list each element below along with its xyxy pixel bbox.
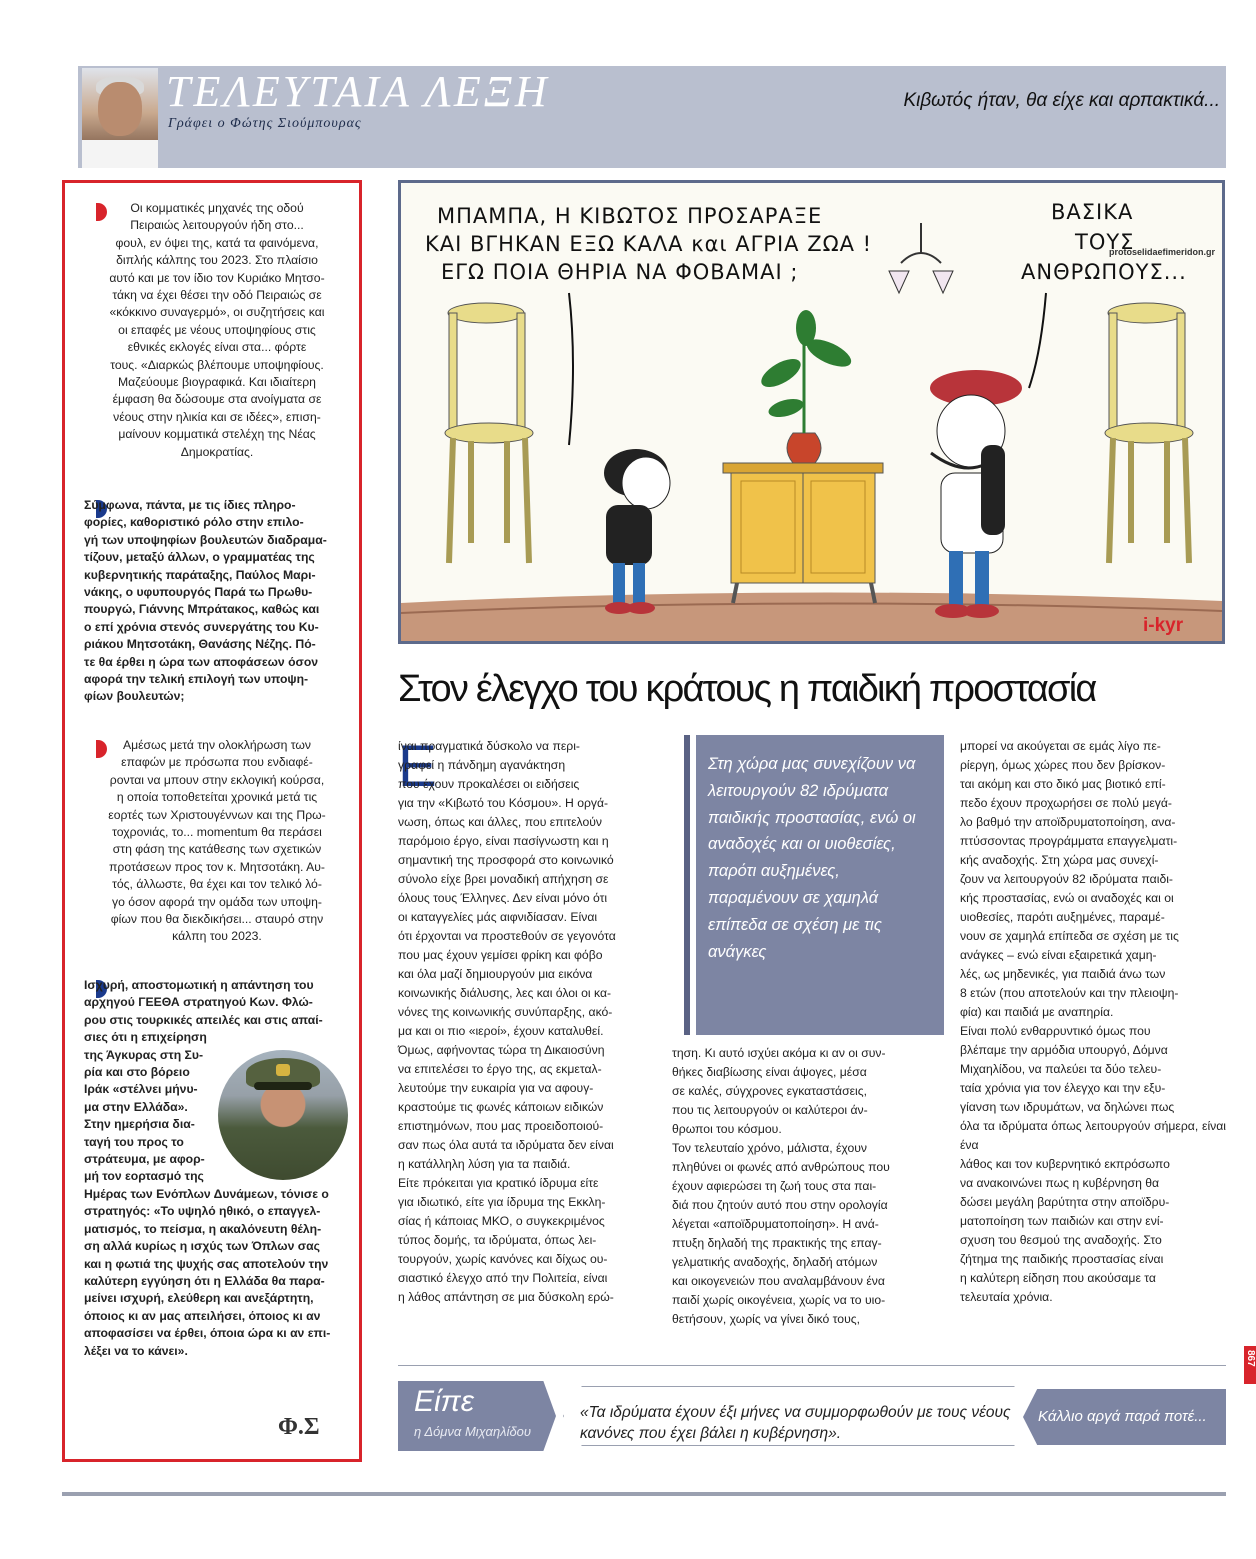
sidebar-paragraph-3-line: κάλπη του 2023. xyxy=(172,929,262,944)
article-column-3-line: ματοποίηση των παιδιών και στην ενί- xyxy=(960,1214,1164,1228)
article-column-2-line: διά που ζητούν αυτό που στην ορολογία xyxy=(672,1198,888,1212)
article-column-3-line: λές, ως μηδενικές, για παιδιά άνω των xyxy=(960,967,1166,981)
article-column-2-line: Τον τελευταίο χρόνο, μάλιστα, έχουν xyxy=(672,1141,868,1155)
article-column-3-line: όλα τα ιδρύματα όπως λειτουργούν σήμερα, είναι ένα xyxy=(960,1119,1226,1152)
speech-right-line-2: ΤΟΥΣ xyxy=(1075,230,1135,254)
article-column-2-line: γελματικής αναδοχής, δηλαδή ατόμων xyxy=(672,1255,878,1269)
article-column-1-line: σίας ή κάποιας ΜΚΟ, ο συγκεκριμένος xyxy=(398,1214,605,1228)
article-column-2-line: λέγεται «αποϊδρυματοποίηση». Η ανά- xyxy=(672,1217,879,1231)
sidebar-paragraph-2 xyxy=(84,497,350,706)
article-column-3-line: ταία χρόνια για τον έλεγχο και την εξυ- xyxy=(960,1081,1166,1095)
cartoon-panel xyxy=(398,180,1225,644)
sidebar-paragraph-3-line: ρονται να μπουν στην εκλογική κούρσα, xyxy=(109,772,325,787)
article-column-3-line: τελευταία χρόνια. xyxy=(960,1290,1053,1304)
sidebar-paragraph-1-line: οι επαφές με νέους υποψηφίους στις xyxy=(118,322,316,337)
sidebar-paragraph-1-line: νέους στην ηλικία και σε ιδέες», επιση- xyxy=(113,409,321,424)
article-column-3-line: λο βαθμό την αποϊδρυματοποίηση, ανα- xyxy=(960,815,1176,829)
article-column-1-line: οι καταγγελίες μάς αιφνιδίασαν. Είναι xyxy=(398,910,598,924)
article-column-1-line: σιαστικό έλεγχο από την Πολιτεία, είναι xyxy=(398,1271,608,1285)
speech-left-line-1: ΜΠΑΜΠΑ, Η ΚΙΒΩΤΟΣ ΠΡΟΣΑΡΑΞΕ xyxy=(437,204,823,228)
sidebar-paragraph-1-line: μαίνουν κομματικά στελέχη της Νέας xyxy=(118,427,316,442)
article-column-2-line: που τις λειτουργούν οι καλύτεροι άν- xyxy=(672,1103,868,1117)
article-column-2-line: και οικογενειών που αναλαμβάνουν ένα xyxy=(672,1274,885,1288)
article-column-1-line: σημαντική της προσφορά στο κοινωνικό xyxy=(398,853,614,867)
watermark: protoselidaefimeridon.gr xyxy=(1109,247,1216,257)
floor xyxy=(401,592,1222,641)
sidebar-paragraph-1-line: τους. «Διαρκώς βλέπουμε υποψηφίους. xyxy=(110,357,324,372)
sidebar-paragraph-2-line: γή των υποψηφίων βουλευτών διαδραμα- xyxy=(84,532,327,547)
sidebar-paragraph-1-line: Οι κομματικές μηχανές της οδού xyxy=(130,201,304,215)
article-column-1-line: επιστημόνων, που μας προειδοποιού- xyxy=(398,1119,604,1133)
article-column-1-line: ίναι πραγματικά δύσκολο να περι- xyxy=(398,739,580,753)
article-column-3-line: ρίεργη, όμως χώρες που δεν βρίσκον- xyxy=(960,758,1166,772)
sidebar-paragraph-2-line: τε θα έρθει η ώρα των αποφάσεων όσον xyxy=(84,654,319,669)
article-column-2-line: πτυξη δηλαδή της πρακτικής της επαγ- xyxy=(672,1236,882,1250)
bottom-rule xyxy=(62,1492,1226,1496)
sidebar-paragraph-2-line: κυβερνητικής παράταξης, Παύλος Μαρι- xyxy=(84,567,316,582)
article-column-3-line: φία) και παιδιά με αναπηρία. xyxy=(960,1005,1114,1019)
article-column-2-line: τηση. Κι αυτό ισχύει ακόμα κι αν οι συν- xyxy=(672,1046,886,1060)
article-column-1-line: νόνες της κοινωνικής συνύπαρξης, ακό- xyxy=(398,1005,613,1019)
sidebar-paragraph-3-line: τός, άλλωστε, θα έχει και τον τελικό λό- xyxy=(112,877,322,892)
sidebar-paragraph-4-line: αρχηγού ΓΕΕΘΑ στρατηγού Κων. Φλώ- xyxy=(84,995,313,1010)
article-column-1 xyxy=(398,734,662,1307)
sidebar-paragraph-4-line: στρατηγός: «Το υψηλό ηθικό, ο επαγγελ- xyxy=(84,1204,321,1219)
sidebar-paragraph-4-line: ση αλλά κυρίως η ισχύς των Όπλων σας xyxy=(84,1239,320,1254)
sidebar-paragraph-3-line: φίων που θα διεκδικήσει... σταυρό στην xyxy=(110,912,324,927)
sidebar-paragraph-4-line: καλύτερη εγγύηση ότι η Ελλάδα θα παρα- xyxy=(84,1273,325,1288)
sidebar-paragraph-3-line: γο όσον αφορά την ομάδα των υποψη- xyxy=(112,894,322,909)
sidebar-paragraph-1 xyxy=(86,200,348,461)
sidebar-paragraph-1-line: φουλ, εν όψει της, κατά τα φαινόμενα, xyxy=(115,235,319,250)
sidebar-paragraph-1-line: «κόκκινο συναγερμό», οι συζητήσεις και xyxy=(109,305,325,320)
byline: Γράφει ο Φώτης Σιούμπουρας xyxy=(168,116,362,131)
article-column-3-line: κής προστασίας, ενώ οι αναδοχές και οι xyxy=(960,891,1174,905)
article-column-3-line: μπορεί να ακούγεται σε εμάς λίγο πε- xyxy=(960,739,1161,753)
sidebar-paragraph-3-line: επαφών με πρόσωπα που ενδιαφέ- xyxy=(121,755,313,770)
pullquote-box xyxy=(696,735,944,1035)
sidebar-paragraph-3-line: η οποία τοποθετείται χρονικά μετά τις xyxy=(116,790,318,805)
article-column-3-line: η καλύτερη είδηση που ακούσαμε τα xyxy=(960,1271,1156,1285)
author-photo xyxy=(82,68,158,168)
column-title: ΤΕΛΕΥΤΑΙΑ ΛΕΞΗ xyxy=(166,67,550,116)
article-column-1-line: να επιτελέσει το έργο της, ας εκμεταλ- xyxy=(398,1062,602,1076)
article-column-1-line: κοινωνικής διάλυσης, λες και όλοι οι κα- xyxy=(398,986,612,1000)
sidebar-paragraph-2-line: ο επί χρόνια στενός συνεργάτης του Κυ- xyxy=(84,619,319,634)
header-tagline: Κιβωτός ήταν, θα είχε και αρπακτικά... xyxy=(903,90,1220,111)
speech-right-line-3: ΑΝΘΡΩΠΟΥΣ... xyxy=(1021,260,1187,284)
article-column-3-line: να ανακοινώνει πως η κυβέρνηση θα xyxy=(960,1176,1160,1190)
comment-text: Κάλλιο αργά παρά ποτέ... xyxy=(1038,1408,1207,1425)
speech-left-line-3: ΕΓΩ ΠΟΙΑ ΘΗΡΙΑ ΝΑ ΦΟΒΑΜΑΙ ; xyxy=(441,260,799,284)
sidebar-paragraph-1-line: εθνικές εκλογές είναι στα... φόρτε xyxy=(127,340,307,355)
general-portrait-photo xyxy=(218,1050,348,1180)
sidebar-paragraph-4-line: ρία και στο βόρειο xyxy=(84,1065,190,1080)
article-column-1-line: Όμως, αφήνοντας τώρα τη Δικαιοσύνη xyxy=(398,1043,605,1057)
sidebar-paragraph-1-line: έμφαση θα δώσουμε στα ανοίγματα σε xyxy=(112,392,322,407)
sidebar-paragraph-3 xyxy=(86,737,348,946)
sidebar-paragraph-1-line: Μαζεύουμε βιογραφικά. Και ιδιαίτερη xyxy=(118,375,316,390)
sidebar-paragraph-4-line: ταγή του προς το xyxy=(84,1134,184,1149)
sidebar-paragraph-4-line: λέξει να το κάνει». xyxy=(84,1343,188,1358)
article-column-3-line: πτύσσοντας προγράμματα επαγγελματι- xyxy=(960,834,1178,848)
quote-speaker: η Δόμνα Μιχαηλίδου xyxy=(414,1424,532,1439)
article-column-1-line: μα και οι πιο «ιεροί», έχουν καταλυθεί. xyxy=(398,1024,604,1038)
sidebar-paragraph-4-line: και η φωτιά της ψυχής σας αποτελούν την xyxy=(84,1256,329,1271)
sidebar-paragraph-1-line: διπλής κάλπης του 2023. Στο πλαίσιο xyxy=(116,253,318,268)
cabinet xyxy=(723,463,883,603)
article-column-2-line: θετήσουν, χωρίς να γίνει δικό τους, xyxy=(672,1312,861,1326)
sidebar-paragraph-4-line: ματισμός, το πείσμα, η ακαλόνευτη θέλη- xyxy=(84,1221,322,1236)
sidebar-paragraph-4-line: Ημέρας των Ενόπλων Δυνάμεων, τόνισε ο xyxy=(84,1186,329,1201)
vase xyxy=(787,433,821,463)
sidebar-paragraph-4-line: μή τον εορτασμό της xyxy=(84,1169,204,1184)
drop-cap: Ε xyxy=(398,734,437,799)
article-column-2 xyxy=(672,1044,944,1329)
article-column-2-line: θρωποι του κόσμου. xyxy=(672,1122,782,1136)
sidebar-paragraph-4-line: στράτευμα, με αφορ- xyxy=(84,1152,205,1167)
article-column-3-line: κής αναδοχής. Στη χώρα μας συνεχί- xyxy=(960,853,1159,867)
article-column-3-line: γίανση των ιδρυμάτων, να δηλώνει πως xyxy=(960,1100,1175,1114)
article-column-3-line: ται ακόμη και στο δικό μας βιοτικό επί- xyxy=(960,777,1166,791)
article-column-3-line: ζήτημα της παιδικής προστασίας είναι xyxy=(960,1252,1164,1266)
quote-label: Είπε xyxy=(414,1385,474,1418)
sidebar-paragraph-1-line: Δημοκρατίας. xyxy=(180,444,254,459)
sidebar-paragraph-2-line: τίζουν, μεταξύ άλλων, ο γραμματέας της xyxy=(84,550,315,565)
sidebar-paragraph-4-line: της Άγκυρας στη Συ- xyxy=(84,1047,203,1062)
article-column-1-line: Είτε πρόκειται για κρατικό ίδρυμα είτε xyxy=(398,1176,599,1190)
sidebar-paragraph-2-line: ριάκου Μητσοτάκη, Θανάσης Νέζης. Πό- xyxy=(84,637,316,652)
sidebar-paragraph-4-line: Ιράκ «στέλνει μήνυ- xyxy=(84,1082,198,1097)
article-column-2-line: θήκες διαβίωσης είναι άψογες, μέσα xyxy=(672,1065,867,1079)
sidebar-paragraph-4-line: ρου στις τουρκικές απειλές και στις απαί- xyxy=(84,1012,323,1027)
sidebar-paragraph-1-line: αυτό και με τον ίδιο τον Κυριάκο Μητσο- xyxy=(109,270,325,285)
sidebar-paragraph-3-line: προτάσεων προς τον κ. Μητσοτάκη. Αυ- xyxy=(109,859,325,874)
sidebar-paragraph-1-line: τάκη να έχει θέσει την οδό Πειραιώς σε xyxy=(112,288,322,303)
article-column-1-line: για την «Κιβωτό του Κόσμου». Η οργά- xyxy=(398,796,609,810)
page-number: 867 xyxy=(1245,1350,1256,1367)
sidebar-paragraph-4-line: Στην ημερήσια δια- xyxy=(84,1117,195,1132)
cartoon-signature: i-kyr xyxy=(1143,615,1184,636)
article-column-1-line: για ιδιωτικό, είτε για ίδρυμα της Εκκλη- xyxy=(398,1195,606,1209)
article-column-1-line: όλους τους Έλληνες. Δεν είναι μόνο ότι xyxy=(398,891,608,905)
article-headline: Στον έλεγχο του κράτους η παιδική προστασία xyxy=(398,668,1096,710)
article-column-1-line: η λάθος απάντηση σε μια δύσκολη ερώ- xyxy=(398,1290,614,1304)
article-column-3-line: σχυση του θεσμού της αναδοχής. Στο xyxy=(960,1233,1162,1247)
sidebar-paragraph-3-line: Αμέσως μετά την ολοκλήρωση των xyxy=(122,738,312,752)
article-column-2-line: πληθύνει οι φωνές από ανθρώπους που xyxy=(672,1160,890,1174)
speech-left-line-2: ΚΑΙ ΒΓΗΚΑΝ ΕΞΩ ΚΑΛΑ και ΑΓΡΙΑ ΖΩΑ ! xyxy=(425,232,873,256)
article-column-3 xyxy=(960,737,1226,1307)
article-column-3-line: Είναι πολύ ενθαρρυντικό όμως που xyxy=(960,1024,1151,1038)
sidebar-paragraph-4-line: όποιος κι αν μας απειλήσει, όποιος κι αν xyxy=(84,1308,321,1323)
article-column-1-line: και όλα μαζί δημιουργούν μια εικόνα xyxy=(398,967,593,981)
sidebar-paragraph-3-line: τοχρονιάς, το... momentum θα περάσει xyxy=(112,825,322,840)
sidebar-paragraph-3-line: εορτές των Χριστουγέννων και της Πρω- xyxy=(108,807,326,822)
article-column-1-line: ότι έρχονται να προστεθούν σε γεγονότα xyxy=(398,929,616,943)
article-column-1-line: η κατάλληλη λύση για τα παιδιά. xyxy=(398,1157,571,1171)
sidebar-paragraph-2-line: φίων βουλευτών; xyxy=(84,689,185,704)
section-divider xyxy=(398,1365,1226,1366)
sidebar-paragraph-3-line: στη φάση της κατάθεσης των σχετικών xyxy=(112,842,322,857)
article-column-3-line: πεδο έχουν προχωρήσει σε πολύ μεγά- xyxy=(960,796,1172,810)
sidebar-paragraph-2-line: αφορά την τελική επιλογή των υποψη- xyxy=(84,672,309,687)
sidebar-paragraph-2-line: Σύμφωνα, πάντα, με τις ίδιες πληρο- xyxy=(84,498,296,512)
article-column-3-line: βλέπαμε την αρμόδια υπουργό, Δόμνα xyxy=(960,1043,1168,1057)
sidebar-paragraph-4-line: μείνει ισχυρή, ελεύθερη και ανεξάρτητη, xyxy=(84,1291,314,1306)
speech-right-line-1: ΒΑΣΙΚΑ xyxy=(1051,200,1134,224)
article-column-3-line: νουν σε χαμηλά επίπεδα σε σχέση με τις xyxy=(960,929,1179,943)
article-column-2-line: σε καλές, σύγχρονες εγκαταστάσεις, xyxy=(672,1084,868,1098)
article-column-1-line: σύνολο είχε βρει μοναδική απήχηση σε xyxy=(398,872,609,886)
article-column-3-line: λάθος και τον κυβερνητικό εκπρόσωπο xyxy=(960,1157,1170,1171)
article-column-2-line: έχουν αφιερώσει τη ζωή τους στα παι- xyxy=(672,1179,877,1193)
article-column-1-line: τουργούν, χωρίς κανόνες και δίχως ου- xyxy=(398,1252,608,1266)
article-column-1-line: γραφεί η πάνδημη αγανάκτηση xyxy=(398,758,566,772)
article-column-1-line: σαν πως όλα αυτά τα ιδρύματα δεν είναι xyxy=(398,1138,614,1152)
article-column-1-line: τύπος δομής, τα ιδρύματα, όπως λει- xyxy=(398,1233,597,1247)
article-column-2-line: παιδί χωρίς οικογένεια, χωρίς να το υιο- xyxy=(672,1293,886,1307)
sidebar-paragraph-4-line: αποφασίσει να έρθει, όποια ώρα κι αν επι- xyxy=(84,1326,331,1341)
pullquote-text: Στη χώρα μας συνεχίζουν να λειτουργούν 82 ιδρύματα παιδικής προστασίας, ενώ οι αναδοχές και οι υιοθεσίες, παρότι αυξημένες, παραμένουν σε χαμηλά επίπεδα σε σχέση με τις ανάγκες xyxy=(708,755,916,961)
sidebar-paragraph-4-line: μα στην Ελλάδα». xyxy=(84,1099,188,1114)
article-column-1-line: νωση, όπως και άλλες, που επιτελούν xyxy=(398,815,603,829)
article-column-1-line: παρόμοιο έργο, είναι πασίγνωστη και η xyxy=(398,834,609,848)
article-column-1-line: που μας έχουν γεμίσει φρίκη και φόβο xyxy=(398,948,603,962)
article-column-1-line: που έχουν προκαλέσει οι ειδήσεις xyxy=(398,777,580,791)
article-column-3-line: ζουν να λειτουργούν 82 ιδρύματα παιδι- xyxy=(960,872,1173,886)
sidebar-paragraph-4-line: Ισχυρή, αποστομωτική η απάντηση του xyxy=(84,978,314,992)
sidebar-signature: Φ.Σ xyxy=(278,1414,320,1440)
article-column-3-line: 8 ετών (που αποτελούν και την πλειοψη- xyxy=(960,986,1179,1000)
article-column-1-line: λευτούμε την ευκαιρία για να αφουγ- xyxy=(398,1081,594,1095)
article-column-3-line: υιοθεσίες, παρότι αυξημένες, παραμέ- xyxy=(960,910,1165,924)
article-column-3-line: ανάγκες – ενώ είναι εξαιρετικά χαμη- xyxy=(960,948,1157,962)
quote-text: «Τα ιδρύματα έχουν έξι μήνες να συμμορφωθούν με τους νέους κανόνες που έχει βάλει η κυβέρνηση». xyxy=(580,1404,1011,1442)
sidebar-paragraph-1-line: Πειραιώς λειτουργούν ήδη στο... xyxy=(130,218,304,233)
article-column-3-line: Μιχαηλίδου, να παλεύει τα δύο τελευ- xyxy=(960,1062,1162,1076)
sidebar-paragraph-2-line: νάκης, ο υφυπουργός Παρά τω Πρωθυ- xyxy=(84,585,313,600)
pullquote-bar xyxy=(684,735,690,1035)
sidebar-paragraph-2-line: πουργώ, Γιάννης Μπράτακος, καθώς και xyxy=(84,602,320,617)
article-column-3-line: δώσει μεγάλη βαρύτητα στην αποϊδρυ- xyxy=(960,1195,1170,1209)
article-column-1-line: κραστούμε τις φωνές κάποιων ειδικών xyxy=(398,1100,604,1114)
sidebar-paragraph-4-line: σιες ότι η επιχείρηση xyxy=(84,1030,207,1045)
sidebar-paragraph-2-line: φορίες, καθοριστικό ρόλο στην επιλο- xyxy=(84,515,304,530)
